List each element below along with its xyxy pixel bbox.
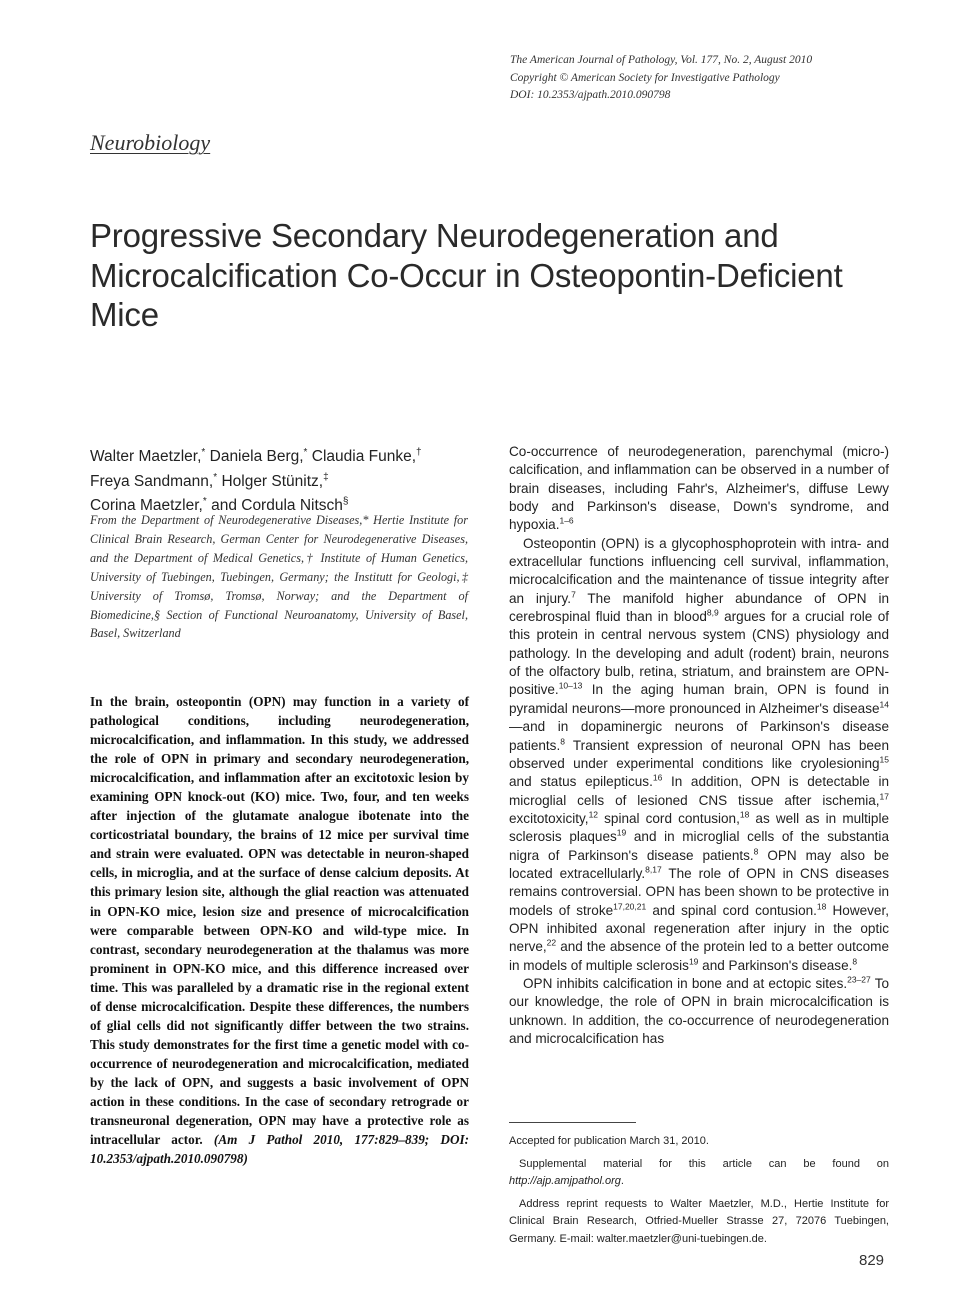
body-text: and the absence of the protein led to a better outcome in models of multiple sclerosis [509, 939, 889, 973]
affiliation-text: From the Department of Neurodegenerative Diseases,* Hertie Institute for Clinical Brain Research, German Center for Neurodegenerative Diseases, and the Department of Medical Genetics,† Institute of Human Genetics, University of Tuebingen, Tuebingen, Germany; the Institutt for Geologi,‡ University of Tromsø, Tromsø, Norway; and the Department of Biomedicine,§ Section of Functional Neuroanatomy, University of Basel, Basel, Switzerland [90, 513, 468, 641]
footnote-accepted: Accepted for publication March 31, 2010. [509, 1135, 709, 1147]
body-text: The role of OPN in CNS diseases remains controversial. OPN has been shown to be protective in models of stroke [509, 865, 889, 918]
section-label: Neurobiology [90, 130, 211, 155]
journal-doi: DOI: 10.2353/ajpath.2010.090798 [510, 89, 671, 101]
journal-copyright: Copyright © American Society for Investigative Pathology [510, 71, 780, 84]
reference-mark: 17,20,21 [613, 901, 647, 912]
author-affiliation-mark: * [213, 471, 218, 483]
reference-mark: 8 [753, 846, 759, 857]
body-text: OPN inhibits calcification in bone and at ectopic sites. [523, 975, 848, 991]
body-text: OPN may also be located extracellularly. [509, 847, 889, 881]
author-affiliation-mark: * [201, 447, 206, 458]
author-affiliation-mark: § [342, 496, 349, 508]
body-text: Co-occurrence of neurodegeneration, parenchymal (micro-) calcification, and inflammation can be observed in a number of brain diseases, including Fahr's, Alzheimer's, diffuse Lewy body and Parkinson's disease, Down's syndrome, and hypoxia. [509, 444, 889, 533]
author-list [90, 443, 490, 517]
author-name: Walter Maetzler, [90, 448, 202, 466]
author-affiliation-mark: * [202, 496, 207, 508]
reference-mark: 8,17 [645, 864, 662, 875]
body-text: To our knowledge, the role of OPN in brain microcalcification is unknown. In addition, the co-occurrence of neurodegeneration and microcalcification has [509, 975, 890, 1046]
body-text-column [509, 443, 889, 1048]
reference-mark: 8 [560, 735, 565, 746]
body-text: Osteopontin (OPN) is a glycophosphoprotein with intra- and extracellular functions influencing cell survival, inflammation, microcalcification and the maintenance of tissue integrity after an injury. [509, 535, 889, 606]
body-text: Transient expression of neuronal OPN has been observed under experimental conditions like cryolesioning [509, 737, 889, 771]
reference-mark: 19 [616, 827, 627, 838]
abstract [90, 692, 469, 1168]
author-affiliation-mark: † [416, 447, 422, 458]
author-affiliation-mark: ‡ [323, 471, 329, 483]
abstract-citation: (Am J Pathol 2010, 177:829–839; DOI: 10.2353/ajpath.2010.090798) [90, 1132, 469, 1167]
reference-mark: 22 [546, 937, 557, 948]
reference-mark: 19 [688, 956, 699, 967]
footnotes [509, 1133, 889, 1253]
reference-mark: 18 [739, 809, 750, 820]
footnote-supplemental [509, 1156, 889, 1191]
body-text: spinal cord contusion, [598, 810, 740, 826]
body-paragraph [509, 975, 889, 1048]
author-name: Freya Sandmann, [90, 472, 214, 490]
body-paragraph [509, 535, 889, 975]
body-text: However, OPN inhibited axonal regeneration after injury in the optic nerve, [509, 902, 889, 955]
author-affiliation-mark: * [303, 447, 308, 458]
reference-mark: 16 [652, 772, 663, 783]
footnote-text: . [620, 1175, 624, 1187]
body-text: In addition, OPN is detectable in microglial cells of lesioned CNS tissue after ischemia, [509, 774, 889, 808]
reference-mark: 8 [852, 956, 858, 967]
reference-mark: 23–27 [847, 974, 871, 985]
footnote-reprint: Address reprint requests to Walter Maetzler, M.D., Hertie Institute for Clinical Brain Research, Otfried-Mueller Strasse 27, 72076 Tuebingen, Germany. E-mail: walter.maetzler@uni-tuebingen.de. [509, 1197, 889, 1245]
footnote-text: Supplemental material for this article can be found on [519, 1157, 889, 1170]
page-number: 829 [859, 1252, 885, 1269]
reference-mark: 1–6 [559, 515, 574, 526]
journal-citation: The American Journal of Pathology, Vol. 177, No. 2, August 2010 [510, 54, 813, 66]
body-text: and in microglial cells of the substantia nigra of Parkinson's disease patients. [509, 829, 889, 863]
author-name: Holger Stünitz, [221, 472, 324, 490]
reference-mark: 8,9 [706, 607, 719, 618]
body-paragraph [509, 443, 889, 535]
reference-mark: 10–13 [558, 680, 583, 691]
reference-mark: 18 [816, 901, 827, 912]
reference-mark: 12 [588, 809, 599, 820]
body-text: argues for a crucial role of this protein in central nervous system (CNS) physiology and pathology. In the developing and adult (rodent) brain, neurons of the olfactory bulb, retina, striatum, and brainstem are OPN-positive. [509, 609, 889, 698]
author-name: Daniela Berg, [209, 448, 304, 466]
author-name: Corina Maetzler, [90, 497, 203, 515]
footnote-divider [509, 1122, 636, 1123]
body-text: as well as in multiple sclerosis plaques [509, 810, 889, 845]
reference-mark: 15 [879, 754, 889, 765]
body-text: and status epilepticus. [509, 774, 653, 790]
journal-header [510, 52, 930, 105]
reference-mark: 17 [879, 791, 889, 802]
reference-mark: 14 [879, 699, 889, 710]
supplemental-link[interactable]: http://ajp.amjpathol.org [509, 1175, 621, 1187]
reference-mark: 7 [571, 589, 576, 600]
body-text: and Parkinson's disease. [698, 957, 853, 973]
abstract-text: In the brain, osteopontin (OPN) may function in a variety of pathological conditions, including neurodegeneration, microcalcification, and inflammation. In this study, we addressed the role of OPN in primary and secondary neurodegeneration, microcalcification, and inflammation after an excitotoxic lesion by examining OPN knock-out (KO) mice. Two, four, and ten weeks after injection of the glutamate analogue ibotenate into the corticostriatal boundary, the brains of 12 mice per survival time and strain were evaluated. OPN was detectable in neuron-shaped cells, in microglia, and at the surface of dense calcium deposits. At this primary lesion site, although the glial reaction was attenuated in OPN-KO mice, lesion size and presence of microcalcification were comparable between OPN-KO and wild-type mice. In contrast, secondary neurodegeneration at the thalamus was more prominent in OPN-KO mice, and this difference increased over time. This was paralleled by a dramatic rise in the regional extent of dense microcalcification. Despite these differences, the numbers of glial cells did not significantly differ between the two strains. This study demonstrates for the first time a genetic model with co-occurrence of neurodegeneration and microcalcification, mediated by the lack of OPN, and suggests a basic involvement of OPN action in these conditions. In the case of secondary retrograde or transneuronal degeneration, OPN may have a protective role as intracellular actor. [90, 694, 469, 1148]
article-title: Progressive Secondary Neurodegeneration and Microcalcification Co-Occur in Osteopontin-Deficient Mice [90, 217, 843, 333]
body-text: —and in dopaminergic neurons of Parkinson's disease patients. [509, 719, 889, 753]
body-text: In the aging human brain, OPN is found in pyramidal neurons—more pronounced in Alzheimer's disease [509, 682, 889, 716]
body-text: The manifold higher abundance of OPN in cerebrospinal fluid than in blood [509, 590, 889, 625]
body-text: excitotoxicity, [509, 810, 589, 826]
author-name: and Cordula Nitsch [211, 497, 343, 515]
body-text: and spinal cord contusion. [646, 902, 817, 918]
author-name: Claudia Funke, [311, 448, 417, 466]
